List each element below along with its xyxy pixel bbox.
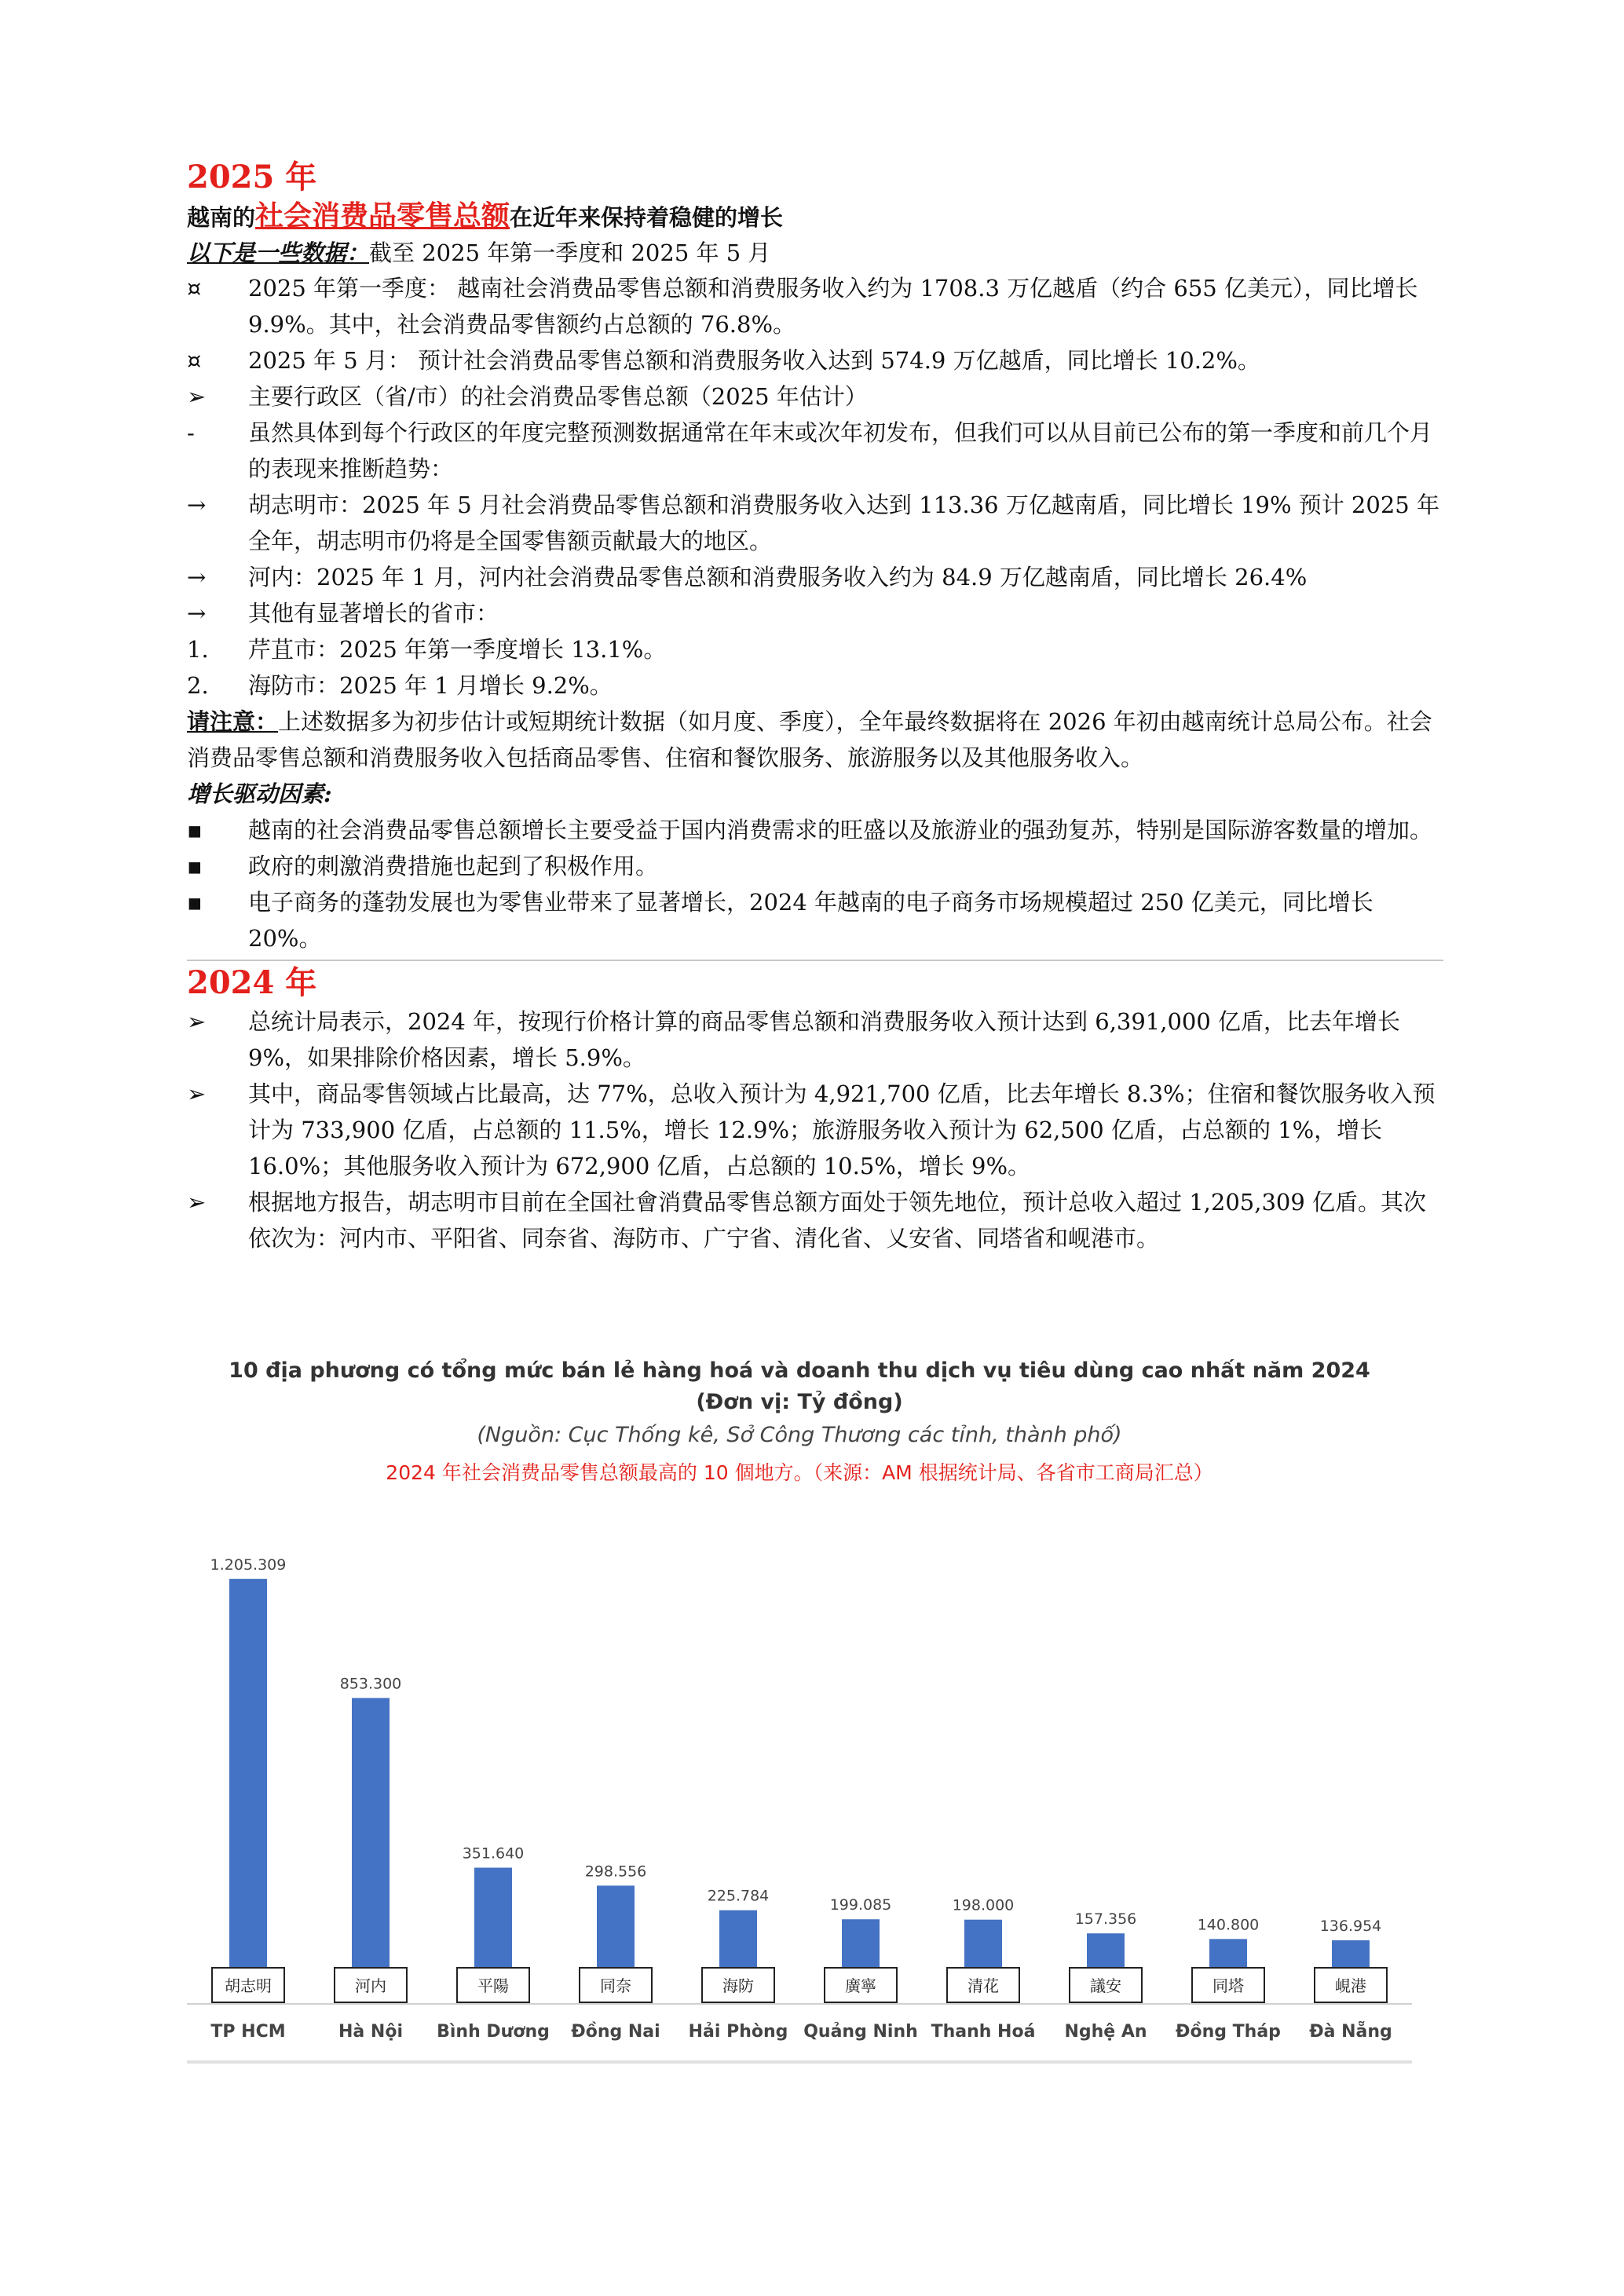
- list-text: 胡志明市：2025 年 5 月社会消费品零售总额和消费服务收入达到 113.36 万亿越南盾，同比增长 19% 预计 2025 年全年，胡志明市仍将是全国零售额贡献最大的地区。: [248, 492, 1439, 554]
- intro-line: [187, 236, 1443, 270]
- headline-suffix: 在近年来保持着稳健的增长: [510, 204, 784, 231]
- cn-category-label: 峴港: [1335, 1976, 1366, 1995]
- value-label: 225.784: [707, 1887, 770, 1905]
- section-2024-heading: 2024 年: [187, 964, 317, 1001]
- cn-category-label: 同奈: [600, 1976, 631, 1995]
- list-marker: ▪: [187, 889, 203, 916]
- list-text: 总统计局表示，2024 年，按现行价格计算的商品零售总额和消费服务收入预计达到 6,391,000 亿盾，比去年增长 9%，如果排除价格因素，增长 5.9%。: [248, 1008, 1401, 1071]
- list-text: 2025 年 5 月： 预计社会消费品零售总额和消费服务收入达到 574.9 万亿越盾，同比增长 10.2%。: [248, 347, 1260, 374]
- list-item: [187, 342, 1443, 378]
- list-item: [187, 1184, 1443, 1256]
- list-marker: 2.: [187, 672, 209, 699]
- list-marker: ➢: [187, 1080, 207, 1107]
- list-marker: ➢: [187, 1189, 207, 1216]
- list-item: [187, 378, 1443, 415]
- list-text: 河内：2025 年 1 月，河内社会消费品零售总额和消费服务收入约为 84.9 万亿越南盾，同比增长 26.4%: [248, 564, 1308, 590]
- list-item: [187, 812, 1443, 848]
- category-tick-label: Bình Dương: [437, 2022, 550, 2042]
- chart-plot-area: [187, 1358, 1412, 2112]
- value-label: 140.800: [1197, 1916, 1260, 1934]
- value-label: 853.300: [339, 1675, 402, 1693]
- value-label: 198.000: [952, 1896, 1015, 1914]
- document-body: [187, 157, 1443, 1256]
- list-item: [187, 595, 1443, 631]
- list-text: 政府的刺激消费措施也起到了积极作用。: [248, 853, 659, 879]
- intro-text: 截至 2025 年第一季度和 2025 年 5 月: [369, 239, 771, 266]
- note-label: 请注意：: [187, 708, 279, 735]
- cn-category-label: 議安: [1090, 1976, 1121, 1995]
- list-item: [187, 884, 1443, 956]
- list-item: [187, 487, 1443, 559]
- drivers-heading: 增长驱动因素:: [187, 781, 332, 807]
- category-tick-label: Đồng Tháp: [1176, 2022, 1281, 2042]
- list-marker: -: [187, 419, 195, 446]
- list-2024: [187, 1004, 1443, 1256]
- value-label: 157.356: [1074, 1910, 1137, 1929]
- value-label: 351.640: [462, 1844, 525, 1863]
- list-text: 其中，商品零售领域占比最高，达 77%，总收入预计为 4,921,700 亿盾，比去年增长 8.3%；住宿和餐饮服务收入预计为 733,900 亿盾，占总额的 11.5%，增长 12.9%；旅游服务收入预计为 62,500 亿盾，占总额的 1%，增长 16.0%；其他服务收入预计为 672,900 亿盾，占总额的 10.5%，增长 9%。: [248, 1080, 1436, 1179]
- section-divider: [187, 960, 1443, 961]
- retail-bar-chart: [187, 1358, 1412, 2112]
- intro-label: 以下是一些数据：: [187, 239, 370, 266]
- cn-category-label: 海防: [722, 1976, 754, 1995]
- list-text: 其他有显著增长的省市：: [248, 600, 499, 627]
- cn-category-label: 同塔: [1213, 1976, 1244, 1995]
- list-text: 电子商务的蓬勃发展也为零售业带来了显著增长，2024 年越南的电子商务市场规模超过 250 亿美元，同比增长 20%。: [248, 889, 1373, 952]
- list-marker: 1.: [187, 636, 209, 663]
- value-label: 136.954: [1319, 1918, 1382, 1936]
- list-item: [187, 415, 1443, 487]
- list-item: [187, 270, 1443, 342]
- list-item: [187, 1076, 1443, 1184]
- category-tick-label: Hà Nội: [338, 2022, 403, 2042]
- list-text: 根据地方报告，胡志明市目前在全国社會消費品零售总额方面处于领先地位，预计总收入超过 1,205,309 亿盾。其次依次为：河内市、平阳省、同奈省、海防市、广宁省、清化省、乂安省、同塔省和岘港市。: [248, 1189, 1427, 1252]
- category-tick-label: Quảng Ninh: [803, 2022, 918, 2042]
- drivers-list: [187, 812, 1443, 956]
- category-tick-label: Đồng Nai: [571, 2022, 660, 2042]
- headline-highlight: 社会消费品零售总额: [255, 199, 510, 232]
- list-marker: ▪: [187, 817, 203, 843]
- cn-category-label: 平陽: [477, 1976, 509, 1995]
- list-text: 越南的社会消费品零售总额增长主要受益于国内消费需求的旺盛以及旅游业的强劲复苏，特别是国际游客数量的增加。: [248, 817, 1433, 843]
- list-item: [187, 848, 1443, 884]
- list-item: [187, 667, 1443, 704]
- category-tick-label: Đà Nẵng: [1309, 2022, 1392, 2042]
- chart-title: 10 địa phương có tổng mức bán lẻ hàng hoá và doanh thu dịch vụ tiêu dùng cao nhất năm 2024: [229, 1358, 1370, 1383]
- list-item: [187, 631, 1443, 667]
- bar-0: [229, 1579, 267, 1987]
- list-marker: ▪: [187, 853, 203, 879]
- list-marker: →: [187, 492, 207, 518]
- chart-source: (Nguồn: Cục Thống kê, Sở Công Thương các tỉnh, thành phố): [477, 1423, 1122, 1447]
- category-tick-label: TP HCM: [210, 2022, 286, 2042]
- list-marker: ¤: [187, 347, 202, 374]
- category-tick-label: Thanh Hoá: [931, 2022, 1036, 2042]
- cn-category-label: 胡志明: [225, 1976, 272, 1995]
- list-text: 虽然具体到每个行政区的年度完整预测数据通常在年末或次年初发布，但我们可以从目前已公布的第一季度和前几个月的表现来推断趋势：: [248, 419, 1433, 482]
- cn-category-label: 河内: [355, 1976, 386, 1995]
- list-text: 海防市：2025 年 1 月增长 9.2%。: [248, 672, 613, 699]
- value-label: 298.556: [584, 1863, 647, 1881]
- list-marker: →: [187, 600, 207, 627]
- chart-subtitle: (Đơn vị: Tỷ đồng): [696, 1390, 903, 1414]
- list-marker: →: [187, 564, 207, 590]
- section-2025-heading: 2025 年: [187, 159, 317, 196]
- cn-category-label: 清花: [967, 1976, 999, 1995]
- list-text: 芹苴市：2025 年第一季度增长 13.1%。: [248, 636, 667, 663]
- bar-1: [352, 1698, 390, 1987]
- value-label: 199.085: [829, 1896, 892, 1914]
- list-text: 2025 年第一季度： 越南社会消费品零售总额和消费服务收入约为 1708.3 万亿越盾（约合 655 亿美元），同比增长 9.9%。其中，社会消费品零售额约占总额的 76.8%。: [248, 275, 1418, 338]
- note-paragraph: [187, 704, 1443, 776]
- list-2025: [187, 270, 1443, 704]
- headline: [187, 198, 1443, 236]
- value-label: 1.205.309: [210, 1556, 287, 1574]
- list-marker: ¤: [187, 275, 202, 302]
- list-text: 主要行政区（省/市）的社会消费品零售总额（2025 年估计）: [248, 383, 868, 410]
- cn-category-label: 廣寧: [845, 1976, 876, 1995]
- note-text: 上述数据多为初步估计或短期统计数据（如月度、季度），全年最终数据将在 2026 年初由越南统计总局公布。社会消费品零售总额和消费服务收入包括商品零售、住宿和餐饮服务、旅游服务以及其他服务收入。: [187, 708, 1432, 771]
- headline-prefix: 越南的: [187, 204, 256, 231]
- category-tick-label: Hải Phòng: [688, 2022, 788, 2042]
- list-marker: ➢: [187, 1008, 207, 1035]
- chart-note: 2024 年社会消费品零售总额最高的 10 個地方。（来源：AM 根据统计局、各省市工商局汇总）: [386, 1461, 1213, 1484]
- list-item: [187, 1004, 1443, 1076]
- list-marker: ➢: [187, 383, 207, 410]
- list-item: [187, 559, 1443, 595]
- category-tick-label: Nghệ An: [1064, 2022, 1147, 2042]
